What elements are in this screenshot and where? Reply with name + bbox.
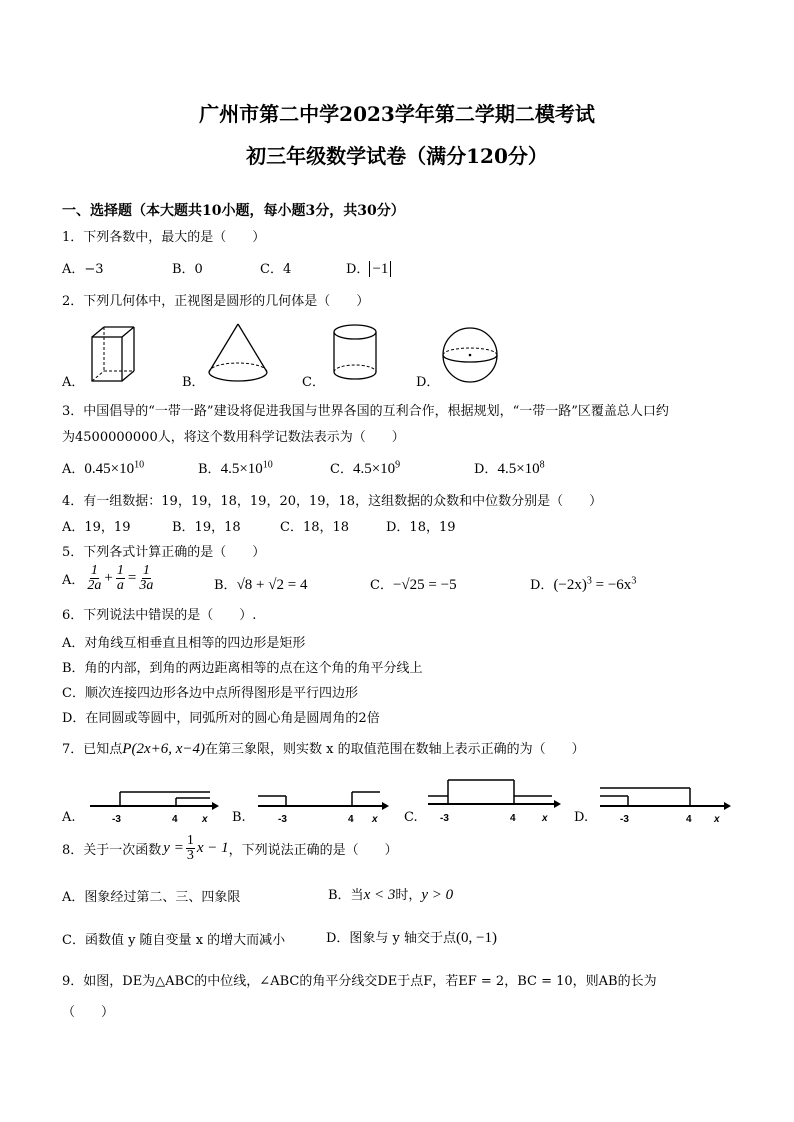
q8-option-d-point: (0, −1) [456, 930, 497, 946]
q2-stem: 2．下列几何体中，正视图是圆形的几何体是（ ） [62, 294, 370, 309]
q5-option-b-label: B． [214, 578, 237, 593]
q8-stem: 8．关于一次函数 y = $\frac{1}{3}$ x − 1 ，下列说法正确的是（ ） [62, 833, 398, 863]
q5-frac-2: $\frac{1}{a}$ [116, 563, 124, 593]
svg-text:-3: -3 [112, 814, 121, 825]
svg-text:x: x [372, 814, 378, 825]
q5-frac-1: $\frac{1}{2a}$ [87, 563, 102, 593]
svg-text:x: x [202, 814, 208, 825]
q7-stem: 7．已知点P(2x+6, x−4)在第三象限，则实数 x 的取值范围在数轴上表示正确的为（ ） [62, 741, 585, 757]
q9-answer-paren: （ ） [62, 1005, 115, 1020]
q1-option-d-label: D． [346, 262, 370, 277]
q2-option-c: C． [302, 375, 325, 390]
q7-option-d-label: D. [574, 810, 589, 825]
svg-text:4: 4 [172, 814, 178, 825]
q7-number-line-b [254, 784, 390, 826]
q8-option-c: C．函数值 y 随自变量 x 的增大而减小 [62, 933, 286, 948]
q8-rest: x − 1 [196, 840, 229, 856]
q4-option-b: B．19，18 [172, 520, 241, 535]
q2-option-b: B． [182, 375, 205, 390]
q6-option-c: C．顺次连接四边形各边中点所得图形是平行四边形 [62, 686, 358, 701]
exam-title: 广州市第二中学2023学年第二学期二模考试 [199, 102, 595, 126]
q4-option-d: D．18，19 [386, 520, 456, 535]
q6-stem: 6．下列说法中错误的是（ ）. [62, 608, 257, 623]
q3-option-a [62, 458, 144, 478]
q8-frac: $\frac{1}{3}$ [186, 833, 194, 863]
q3-option-d-expr: 4.5×10 [497, 461, 540, 477]
q3-stem-line1: 3．中国倡导的“一带一路”建设将促进我国与世界各国的互利合作，根据规划，“一带一路”区覆盖总人口约 [62, 404, 669, 419]
q6-option-a: A．对角线互相垂直且相等的四边形是矩形 [62, 636, 306, 651]
q9-stem: 9．如图，DE为△ABC的中位线，∠ABC的角平分线交DE于点F，若EF = 2，BC = 10，则AB的长为 [62, 974, 657, 989]
q3-option-a-exp: 10 [134, 459, 145, 471]
q7-option-a-label: A. [62, 810, 76, 825]
svg-text:4: 4 [348, 814, 354, 825]
q5-option-d-label: D． [530, 578, 554, 593]
exam-subtitle: 初三年级数学试卷（满分120分） [246, 144, 548, 168]
q3-stem-line2: 为4500000000人，将这个数用科学记数法表示为（ ） [62, 430, 405, 445]
q3-option-b-label: B． [198, 462, 221, 477]
q3-option-b [198, 458, 273, 478]
q1-option-d-abs: −1 [369, 261, 391, 277]
q6-option-b: B．角的内部，到角的两边距离相等的点在这个角的角平分线上 [62, 661, 423, 676]
svg-text:x: x [542, 813, 548, 824]
q6-option-d: D．在同圆或等圆中，同弧所对的圆心角是圆周角的2倍 [62, 711, 380, 726]
q3-option-a-expr: 0.45×10 [84, 461, 135, 477]
q7-number-line-d [596, 780, 732, 826]
q3-option-c-label: C． [330, 462, 353, 477]
q7-number-line-c [424, 774, 562, 826]
q7-option-b-label: B. [232, 810, 246, 825]
q5-option-c [370, 574, 457, 594]
q5-option-a-label: A． [62, 573, 85, 588]
q8-option-a: A．图象经过第二、三、四象限 [62, 890, 241, 905]
svg-text:x: x [714, 814, 720, 825]
q5-option-b [214, 574, 307, 594]
q3-option-b-exp: 10 [262, 459, 273, 471]
q3-option-d [474, 458, 545, 478]
q3-option-c-exp: 9 [395, 459, 401, 471]
q3-option-b-expr: 4.5×10 [220, 461, 263, 477]
q4-option-a: A．19，19 [62, 520, 131, 535]
sphere-figure [440, 326, 500, 384]
q5-frac-3: $\frac{1}{3a}$ [139, 563, 154, 593]
svg-text:-3: -3 [278, 814, 287, 825]
q8-option-b: B．当x < 3时，y > 0 [328, 887, 454, 903]
q5-option-b-expr: √8 + √2 = 4 [236, 577, 308, 593]
q3-option-a-label: A． [62, 462, 85, 477]
q2-option-d: D． [416, 375, 440, 390]
cylinder-figure [330, 322, 380, 384]
q1-option-a: A．−3 [62, 262, 104, 277]
q7-point-expr: P(2x+6, x−4) [122, 741, 205, 757]
q2-option-a: A． [62, 375, 85, 390]
q4-stem: 4．有一组数据：19，19，18，19，20，19，18，这组数据的众数和中位数分别是（ ） [62, 494, 603, 509]
cuboid-figure [90, 325, 138, 385]
q1-stem: 1．下列各数中，最大的是（ ） [62, 230, 266, 245]
svg-text:4: 4 [686, 814, 692, 825]
cone-figure [206, 322, 270, 384]
q7-option-c-label: C. [404, 810, 418, 825]
q3-option-d-label: D． [474, 462, 498, 477]
q8-option-b-expr2: y > 0 [421, 887, 454, 903]
q3-option-d-exp: 8 [539, 459, 545, 471]
q5-option-a: A． $\frac{1}{2a}$ + $\frac{1}{a}$ = $\frac{1}{3a}$ [62, 563, 154, 593]
svg-text:-3: -3 [440, 813, 449, 824]
svg-text:-3: -3 [620, 814, 629, 825]
svg-text:4: 4 [510, 813, 516, 824]
section-heading: 一、选择题（本大题共10小题，每小题3分，共30分） [62, 203, 405, 219]
q8-y-eq: y = [163, 840, 184, 856]
q5-option-c-label: C． [370, 578, 393, 593]
q3-option-c [330, 458, 400, 478]
q5-option-d: D．$(-2x)^3 = -6x^3$ [530, 575, 637, 593]
q1-option-d [346, 258, 391, 278]
q5-option-c-expr: −√25 = −5 [392, 577, 457, 593]
q7-number-line-a [88, 784, 220, 826]
q1-option-c: C．4 [260, 262, 292, 277]
q3-option-c-expr: 4.5×10 [352, 461, 396, 477]
q5-option-d-expr: (−2x) [553, 577, 587, 593]
q8-option-d: D．图象与 y 轴交于点(0, −1) [326, 930, 497, 946]
q8-option-b-expr1: x < 3 [363, 887, 396, 903]
q5-stem: 5．下列各式计算正确的是（ ） [62, 545, 266, 560]
q1-option-b: B．0 [172, 262, 203, 277]
q4-option-c: C．18，18 [280, 520, 350, 535]
